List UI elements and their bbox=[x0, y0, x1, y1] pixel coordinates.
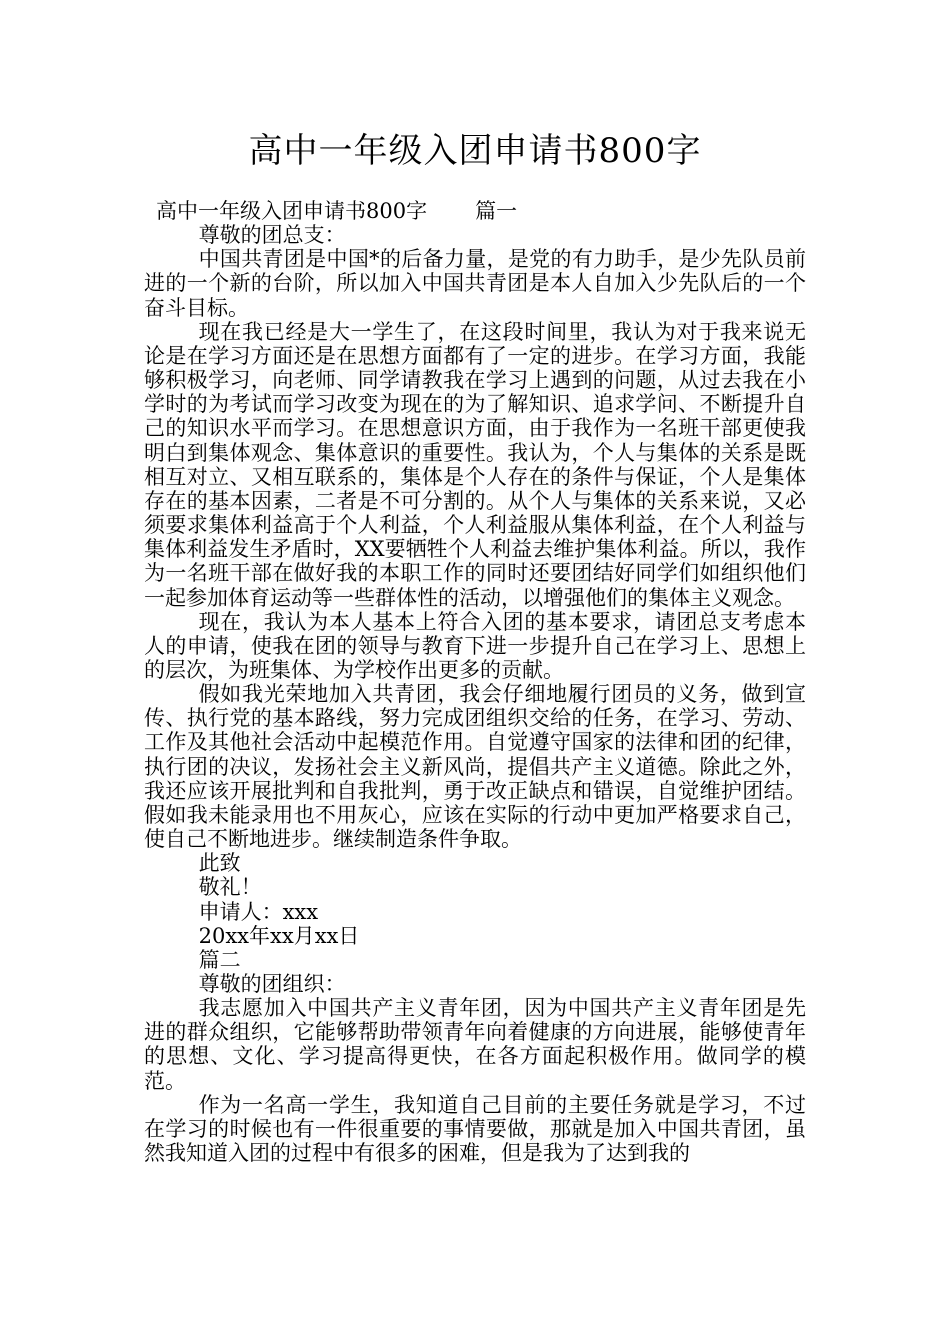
paragraph-4: 假如我光荣地加入共青团，我会仔细地履行团员的义务，做到宣传、执行党的基本路线，努力完成团组织交给的任务，在学习、劳动、工作及其他社会活动中起模范作用。自觉遵守国家的法律和团的纪律，执行团的决议，发扬社会主义新风尚，提倡共产主义道德。除此之外，我还应该开展批判和自我批判，勇于改正缺点和错误，自觉维护团结。假如我未能录用也不用灰心，应该在实际的行动中更加严格要求自己，使自己不断地进步。继续制造条件争取。 bbox=[144, 682, 806, 852]
subtitle-line bbox=[144, 199, 806, 223]
paragraph-1: 中国共青团是中国*的后备力量，是党的有力助手，是少先队员前进的一个新的台阶，所以加入中国共青团是本人自加入少先队后的一个奋斗目标。 bbox=[144, 247, 806, 320]
section-label-2: 篇二 bbox=[198, 947, 241, 972]
closing-line-2: 敬礼！ bbox=[198, 875, 262, 900]
subtitle-text: 高中一年级入团申请书800字 bbox=[156, 199, 428, 223]
date-line: 20xx年xx月xx日 bbox=[198, 923, 360, 948]
paragraph-5: 我志愿加入中国共产主义青年团，因为中国共产主义青年团是先进的群众组织，它能够帮助带领青年向着健康的方向进展，能够使青年的思想、文化、学习提高得更快，在各方面起积极作用。做同学的模范。 bbox=[144, 996, 806, 1093]
paragraph-3: 现在，我认为本人基本上符合入团的基本要求，请团总支考虑本人的申请，使我在团的领导与教育下进一步提升自己在学习上、思想上的层次，为班集体、为学校作出更多的贡献。 bbox=[144, 609, 806, 682]
document-title: 高中一年级入团申请书800字 bbox=[248, 131, 702, 171]
document-body bbox=[144, 199, 806, 1165]
applicant-line: 申请人：xxx bbox=[198, 899, 319, 924]
section-label-1: 篇一 bbox=[475, 199, 518, 223]
salutation-1: 尊敬的团总支： bbox=[198, 223, 346, 248]
paragraph-6: 作为一名高一学生，我知道自己目前的主要任务就是学习，不过在学习的时候也有一件很重要的事情要做，那就是加入中国共青团，虽然我知道入团的过程中有很多的困难，但是我为了达到我的 bbox=[144, 1092, 806, 1166]
closing-line-1: 此致 bbox=[198, 851, 241, 876]
paragraph-2: 现在我已经是大一学生了，在这段时间里，我认为对于我来说无论是在学习方面还是在思想方面都有了一定的进步。在学习方面，我能够积极学习，向老师、同学请教我在学习上遇到的问题，从过去我在小学时的为考试而学习改变为现在的为了解知识、追求学问、不断提升自己的知识水平而学习。在思想意识方面，由于我作为一名班干部更使我明白到集体观念、集体意识的重要性。我认为，个人与集体的关系是既相互对立、又相互联系的，集体是个人存在的条件与保证，个人是集体存在的基本因素，二者是不可分割的。从个人与集体的关系来说，又必须要求集体利益高于个人利益，个人利益服从集体利益，在个人利益与集体利益发生矛盾时，XX要牺牲个人利益去维护集体利益。所以，我作为一名班干部在做好我的本职工作的同时还要团结好同学们如组织他们一起参加体育运动等一些群体性的活动，以增强他们的集体主义观念。 bbox=[144, 319, 806, 610]
salutation-2: 尊敬的团组织： bbox=[198, 972, 346, 996]
